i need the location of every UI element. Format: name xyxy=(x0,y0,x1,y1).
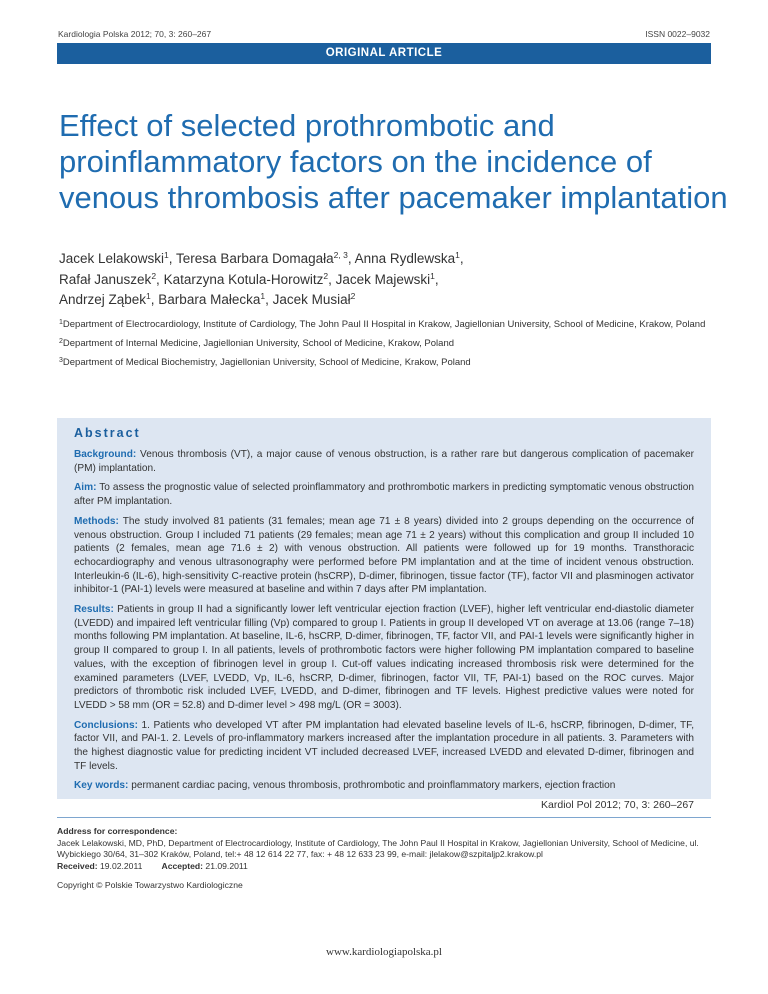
section-label: Aim: xyxy=(74,482,97,494)
journal-reference: Kardiologia Polska 2012; 70, 3: 260–267 xyxy=(58,29,212,39)
correspondence-block xyxy=(57,826,711,892)
affiliation-text: Department of Medical Biochemistry, Jagiellonian University, School of Medicine, Krakow, Poland xyxy=(62,357,471,368)
section-text: permanent cardiac pacing, venous thrombosis, prothrombotic and proinflammatory markers, ejection fraction xyxy=(128,780,616,792)
correspondence-heading: Address for correspondence: xyxy=(57,826,178,836)
affiliation-text: Department of Internal Medicine, Jagiellonian University, School of Medicine, Krakow, Poland xyxy=(62,338,455,349)
affiliation-number: 1 xyxy=(59,319,63,326)
author-name: Katarzyna Kotula-Horowitz xyxy=(163,271,324,287)
received-label: Received: xyxy=(57,860,98,871)
correspondence-address: Jacek Lelakowski, MD, PhD, Department of Electrocardiology, Institute of Cardiology, The John Paul II Hospital in Krakow, Jagiellonian University, School of Medicine, ul. Wybickiego 30/64, 31–302 Kraków, Poland, tel:+ 48 12 614 22 77, fax: + 48 12 633 23 99, e-mail: jlelakow@szpitaljp2.krakow.pl xyxy=(57,837,699,859)
received-date: 19.02.2011 xyxy=(100,860,143,871)
abstract-conclusions xyxy=(74,719,694,774)
abstract-aim xyxy=(74,481,694,508)
author-affiliation-mark: 1 xyxy=(455,250,460,260)
accepted-date: 21.09.2011 xyxy=(205,860,248,871)
copyright: Copyright © Polskie Towarzystwo Kardiologiczne xyxy=(57,880,243,890)
affiliation-text: Department of Electrocardiology, Institute of Cardiology, The John Paul II Hospital in Krakow, Jagiellonian University, School of Medicine, Krakow, Poland xyxy=(62,319,706,330)
author-name: Barbara Małecka xyxy=(158,292,261,307)
author-list xyxy=(59,249,679,311)
dates-line xyxy=(57,861,711,873)
abstract-citation: Kardiol Pol 2012; 70, 3: 260–267 xyxy=(541,799,694,812)
accepted-label: Accepted: xyxy=(161,860,204,871)
author-affiliation-mark: 2, 3 xyxy=(333,250,348,260)
abstract-results xyxy=(74,603,694,713)
affiliation xyxy=(59,337,709,350)
author-name: Jacek Majewski xyxy=(335,271,431,287)
title-line: venous thrombosis after pacemaker implantation xyxy=(59,180,728,215)
author-name: Jacek Musiał xyxy=(272,292,351,307)
author-name: Andrzej Ząbek xyxy=(59,292,147,307)
section-label: Methods: xyxy=(74,515,119,527)
affiliation xyxy=(59,356,709,369)
abstract-heading: Abstract xyxy=(74,426,141,440)
author-line: Rafał Januszek$^2$, Katarzyna Kotula-Horowitz$^2$, Jacek Majewski$^1$, xyxy=(59,270,439,287)
author-affiliation-mark: 1 xyxy=(146,291,151,301)
author-affiliation-mark: 2 xyxy=(151,270,157,281)
author-affiliation-mark: 1 xyxy=(164,250,169,260)
abstract-methods xyxy=(74,515,694,597)
section-text: 1. Patients who developed VT after PM implantation had elevated baseline levels of IL-6, hsCRP, fibrinogen, D-dimer, TF, factor VII, and PAI-1. 2. Levels of pro-inflammatory markers increased after the implantation procedure in all patients. 3. Parameters with the highest diagnostic value for predicting incident VT included decreased LVEF, increased LVEDD and elevated D-dimer, fibrinogen and TF levels. xyxy=(74,719,694,772)
author-name: Rafał Januszek xyxy=(59,271,152,287)
divider xyxy=(57,817,711,818)
issn: ISSN 0022–9032 xyxy=(645,29,710,39)
section-text: Patients in group II had a significantly lower left ventricular ejection fraction (LVEF), higher left ventricular end-diastolic diameter (LVEDD) and impaired left ventricular filling (Vp) compared to group I. Patients in group II developed VT on average at 13.06 (range 7–18) months following PM implantation. At baseline, IL-6, hsCRP, D-dimer, fibrinogen, TF, factor VII, and PAI-1 levels were significantly higher in group II compared to group I. In all patients, levels of prothrombotic factors were higher following PM implantation compared to baseline values, with the exception of fibrinogen level in group I. Cut-off values indicating increased thrombosis risk were determined for the examined parameters (LVEF, LVEDD, Vp, IL-6, hsCRP, D-dimer, fibrinogen, factor VII, TF, PAI-1) based on the ROC curves. Major predictors of thrombotic risk included LVEF, LVEDD, and D-dimer, fibrinogen and TF levels. Highest predictive values were noted for LVEDD > 58 mm (OR = 52.8) and D-dimer level > 498 mg/L (OR = 3003). xyxy=(74,604,694,711)
section-text: Venous thrombosis (VT), a major cause of venous obstruction, is a rather rare but dangerous complication of pacemaker (PM) implantation. xyxy=(74,449,694,474)
running-head xyxy=(58,29,710,41)
author-name: Jacek Lelakowski xyxy=(59,251,165,266)
footer-url: www.kardiologiapolska.pl xyxy=(326,946,442,958)
section-text: To assess the prognostic value of selected proinflammatory and prothrombotic markers in predicting symptomatic venous obstruction after PM implantation. xyxy=(74,482,694,508)
affiliation xyxy=(59,318,709,331)
section-label: Results: xyxy=(74,604,114,616)
title-line: proinflammatory factors on the incidence of xyxy=(59,144,652,179)
section-label: Key words: xyxy=(74,780,129,792)
author-line: Jacek Lelakowski$^1$, Teresa Barbara Domagała$^{2, 3}$, Anna Rydlewska$^1$, xyxy=(59,250,464,266)
author-line: Andrzej Ząbek$^1$, Barbara Małecka$^1$, Jacek Musiał$^2$ xyxy=(59,291,356,307)
section-label: Background: xyxy=(74,449,137,460)
abstract-background xyxy=(74,448,694,475)
abstract-key-words xyxy=(74,779,694,793)
author-affiliation-mark: 2 xyxy=(350,291,356,301)
abstract-box xyxy=(57,418,711,812)
affiliation-number: 3 xyxy=(59,357,63,364)
author-affiliation-mark: 2 xyxy=(323,270,329,281)
section-label: Conclusions: xyxy=(74,719,138,731)
author-affiliation-mark: 1 xyxy=(260,291,266,301)
article-type-banner: ORIGINAL ARTICLE xyxy=(57,43,711,64)
affiliation-list xyxy=(59,318,709,375)
author-name: Teresa Barbara Domagała xyxy=(176,251,334,266)
article-title xyxy=(59,108,728,216)
section-text: The study involved 81 patients (31 females; mean age 71 ± 8 years) divided into 2 groups depending on the occurrence of venous obstruction. Group I included 71 patients (29 females; mean age 71 ± 2 years) without this complication and group II included 10 patients (2 females, mean age 71.6 ± 2) with venous obstruction. All patients were followed up for 19 months. Transthoracic echocardiography and venous ultrasonography were performed before PM implantation and at the time of incident venous obstruction. Interleukin-6 (IL-6), high-sensitivity C-reactive protein (hsCRP), D-dimer, fibrinogen, tissue factor (TF), factor VII and plasminogen activator inhibitor-1 (PAI-1) levels were measured at baseline and within 7 days after PM implantation. xyxy=(74,515,694,596)
title-line: Effect of selected prothrombotic and xyxy=(59,108,555,143)
affiliation-number: 2 xyxy=(59,338,63,345)
author-name: Anna Rydlewska xyxy=(354,251,456,266)
author-affiliation-mark: 1 xyxy=(430,270,435,281)
